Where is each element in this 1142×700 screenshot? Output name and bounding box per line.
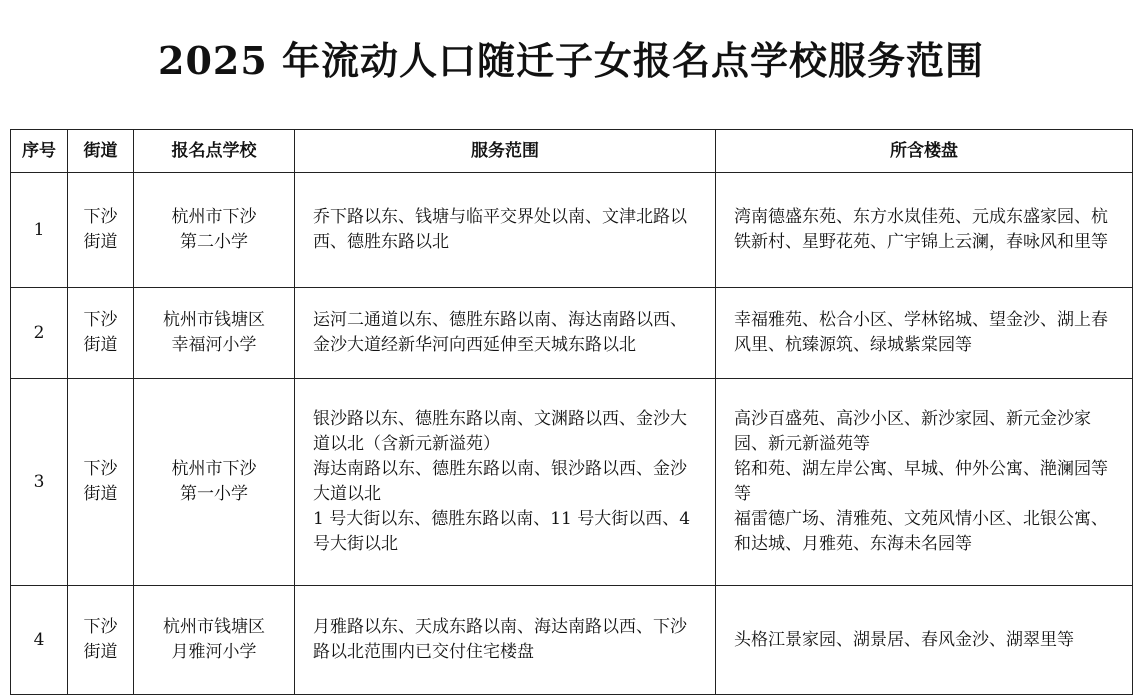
header-scope: 服务范围 [295, 130, 716, 173]
scope-paragraph: 运河二通道以东、德胜东路以南、海达南路以西、金沙大道经新华河向西延伸至天城东路以北 [313, 310, 687, 355]
street-line: 街道 [83, 232, 118, 252]
service-scope-table [10, 129, 1133, 695]
table-row [11, 379, 1133, 586]
cell-estates [716, 288, 1133, 379]
estates-paragraph: 高沙百盛苑、高沙小区、新沙家园、新元金沙家园、新元新溢苑等 [734, 409, 1091, 454]
header-school: 报名点学校 [134, 130, 295, 173]
school-line: 月雅河小学 [171, 642, 257, 662]
scope-paragraph: 海达南路以东、德胜东路以南、银沙路以西、金沙大道以北 [313, 459, 687, 504]
street-line: 街道 [83, 642, 118, 662]
header-street: 街道 [68, 130, 134, 173]
table-row [11, 586, 1133, 695]
school-line: 杭州市钱塘区 [163, 310, 265, 330]
cell-school [134, 173, 295, 288]
street-line: 下沙 [83, 617, 118, 637]
document-title: 2025 年流动人口随迁子女报名点学校服务范围 [158, 38, 984, 83]
school-line: 第二小学 [180, 232, 248, 252]
estates-paragraph: 湾南德盛东苑、东方水岚佳苑、元成东盛家园、杭铁新村、星野花苑、广宇锦上云澜，春咏风和里等 [734, 207, 1108, 252]
cell-street [68, 288, 134, 379]
table-row [11, 173, 1133, 288]
scope-paragraph: 乔下路以东、钱塘与临平交界处以南、文津北路以 西、德胜东路以北 [313, 207, 687, 252]
estates-paragraph: 幸福雅苑、松合小区、学林铭城、望金沙、湖上春风里、杭臻源筑、绿城紫棠园等 [734, 310, 1108, 355]
cell-school [134, 288, 295, 379]
table-header-row [11, 130, 1133, 173]
cell-scope [295, 173, 716, 288]
school-line: 幸福河小学 [171, 335, 257, 355]
cell-school [134, 379, 295, 586]
cell-scope [295, 288, 716, 379]
header-index: 序号 [11, 130, 68, 173]
estates-paragraph: 福雷德广场、清雅苑、文苑风情小区、北银公寓、和达城、月雅苑、东海未名园等 [734, 509, 1108, 554]
header-estates: 所含楼盘 [716, 130, 1133, 173]
cell-index: 4 [11, 586, 68, 695]
cell-estates [716, 586, 1133, 695]
cell-scope [295, 586, 716, 695]
scope-paragraph: 银沙路以东、德胜东路以南、文渊路以西、金沙大道以北（含新元新溢苑） [313, 409, 687, 454]
street-line: 下沙 [83, 310, 118, 330]
estates-paragraph: 铭和苑、湖左岸公寓、早城、仲外公寓、滟澜园等等 [734, 459, 1108, 504]
school-line: 第一小学 [180, 484, 248, 504]
school-line: 杭州市下沙 [171, 207, 257, 227]
cell-index: 3 [11, 379, 68, 586]
street-line: 下沙 [83, 459, 118, 479]
estates-paragraph: 头格江景家园、湖景居、春风金沙、湖翠里等 [734, 629, 1074, 650]
street-line: 街道 [83, 335, 118, 355]
street-line: 下沙 [83, 207, 118, 227]
cell-street [68, 173, 134, 288]
table-row [11, 288, 1133, 379]
scope-paragraph: 1 号大街以东、德胜东路以南、11 号大街以西、4 号大街以北 [313, 509, 691, 554]
cell-estates [716, 173, 1133, 288]
cell-street [68, 379, 134, 586]
cell-index: 1 [11, 173, 68, 288]
school-line: 杭州市下沙 [171, 459, 257, 479]
street-line: 街道 [83, 484, 118, 504]
school-line: 杭州市钱塘区 [163, 617, 265, 637]
cell-estates [716, 379, 1133, 586]
cell-index: 2 [11, 288, 68, 379]
cell-scope [295, 379, 716, 586]
cell-street [68, 586, 134, 695]
cell-school [134, 586, 295, 695]
scope-paragraph: 月雅路以东、天成东路以南、海达南路以西、下沙路以北范围内已交付住宅楼盘 [313, 617, 687, 662]
